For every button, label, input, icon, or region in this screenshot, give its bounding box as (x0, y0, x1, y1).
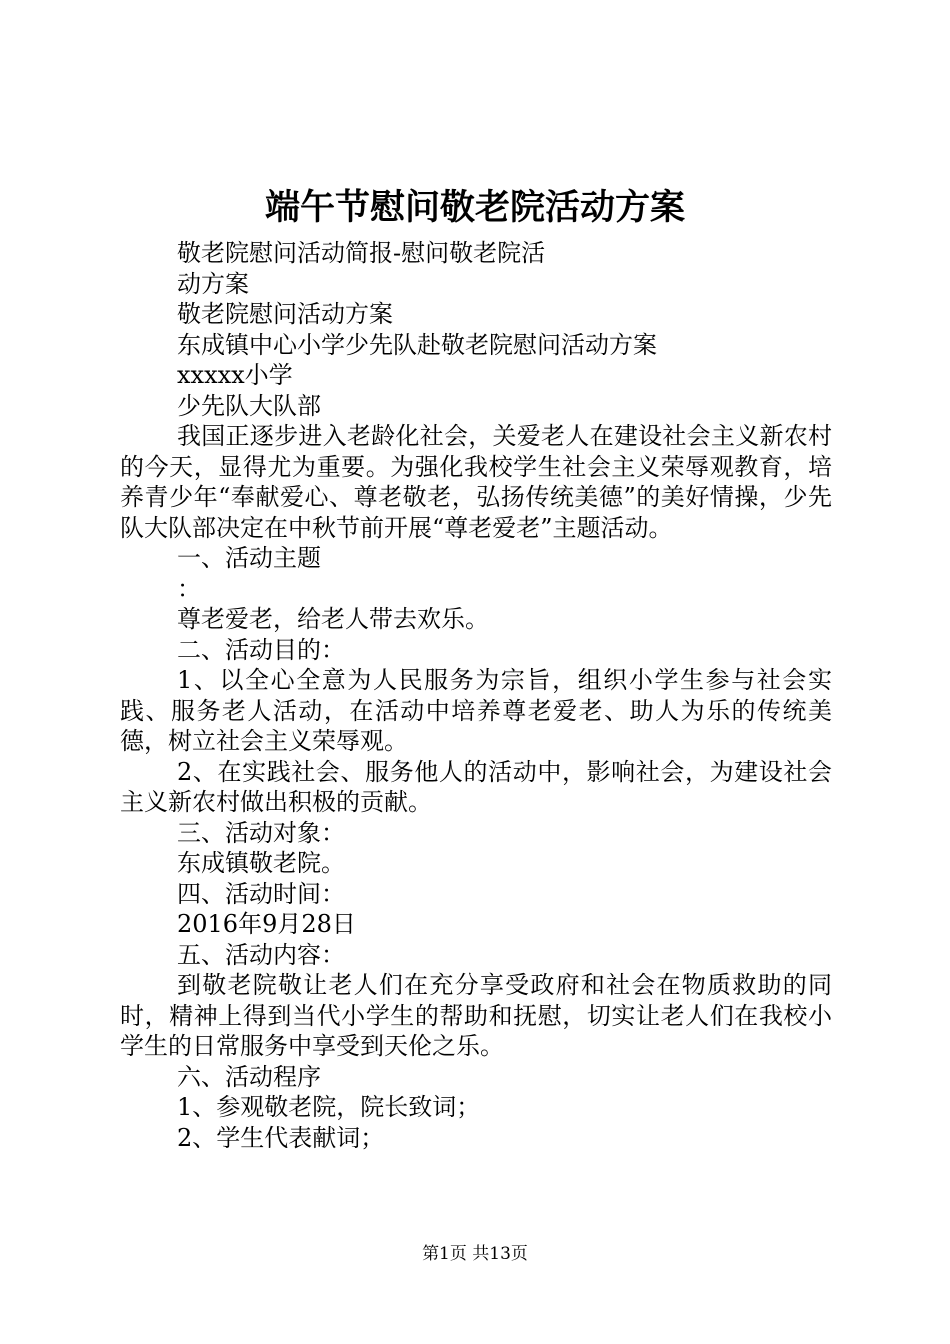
document-body (120, 238, 832, 1153)
paragraph: 1、以全心全意为人民服务为宗旨，组织小学生参与社会实践、服务老人活动，在活动中培养尊老爱老、助人为乐的传统美德，树立社会主义荣辱观。 (120, 666, 832, 755)
header-line: xxxxx小学 (177, 361, 293, 389)
paragraph: 2016年9月28日 (177, 910, 356, 938)
paragraph: 东成镇敬老院。 (177, 849, 345, 877)
document-title: 端午节慰问敬老院活动方案 (264, 187, 685, 228)
section-heading: 三、活动对象： (177, 818, 345, 847)
section-heading: 四、活动时间： (177, 879, 345, 908)
header-line: 敬老院慰问活动简报-慰问敬老院活 (177, 239, 546, 267)
paragraph: 到敬老院敬让老人们在充分享受政府和社会在物质救助的同时，精神上得到当代小学生的帮助和抚慰，切实让老人们在我校小学生的日常服务中享受到天伦之乐。 (120, 971, 832, 1060)
paragraph: 2、在实践社会、服务他人的活动中，影响社会，为建设社会主义新农村做出积极的贡献。 (120, 757, 832, 816)
section-heading: 六、活动程序 (177, 1062, 321, 1091)
paragraph: 1、参观敬老院，院长致词； (177, 1093, 481, 1121)
section-heading: 一、活动主题 (177, 544, 321, 572)
header-line: 少先队大队部 (177, 391, 321, 420)
header-line: 动方案 (177, 269, 249, 298)
header-line: 东成镇中心小学少先队赴敬老院慰问活动方案 (177, 330, 657, 359)
paragraph: 我国正逐步进入老龄化社会，关爱老人在建设社会主义新农村的今天，显得尤为重要。为强化我校学生社会主义荣辱观教育，培养青少年“奉献爱心、尊老敬老，弘扬传统美德”的美好情操，少先队大队部决定在中秋节前开展“尊老爱老”主题活动。 (120, 422, 832, 542)
paragraph: 尊老爱老，给老人带去欢乐。 (177, 605, 489, 633)
page-number: 第1页 共13页 (422, 1244, 528, 1264)
header-line: 敬老院慰问活动方案 (177, 300, 393, 328)
paragraph: ： (177, 574, 201, 603)
paragraph: 2、学生代表献词； (177, 1123, 385, 1152)
section-heading: 二、活动目的： (177, 635, 345, 664)
section-heading: 五、活动内容： (177, 940, 345, 969)
